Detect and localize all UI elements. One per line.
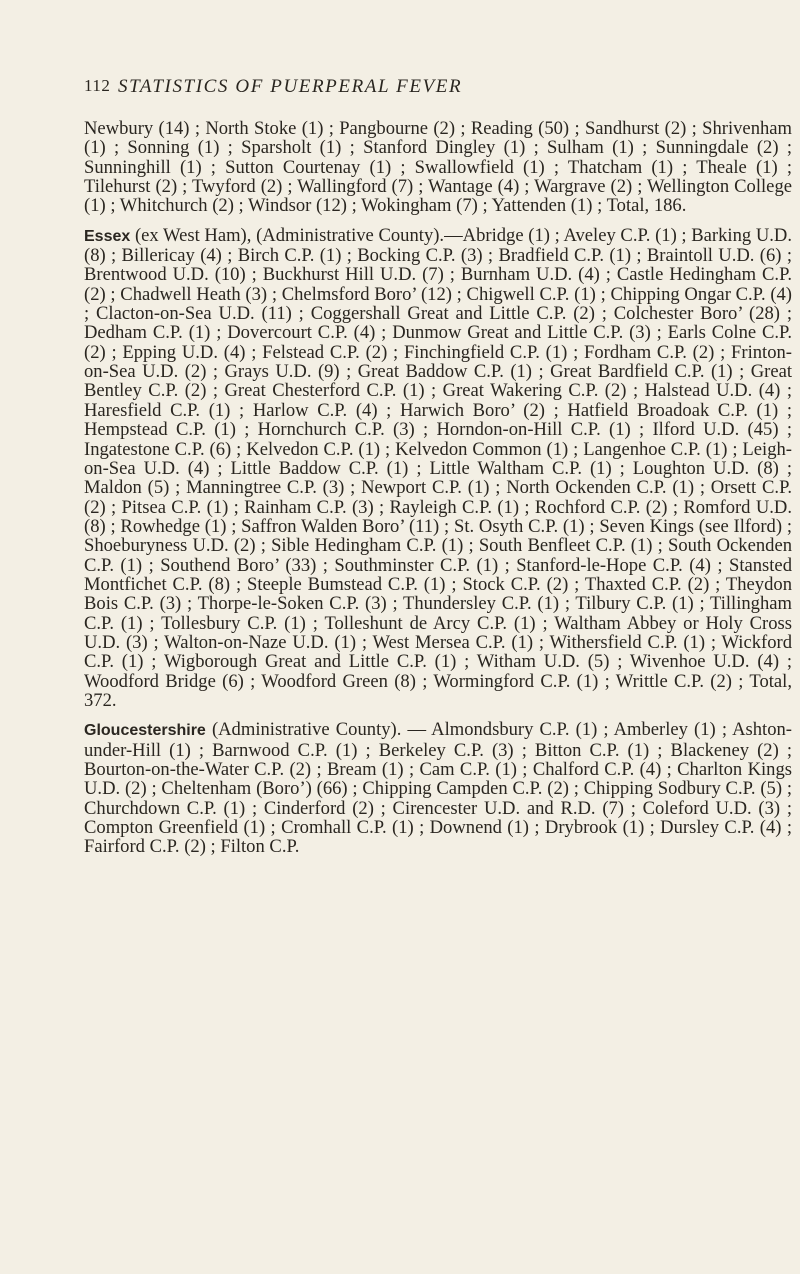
essex-paragraph (84, 226, 792, 711)
paragraph-text: (Administrative County). — Almondsbury C.P. (1) ; Amberley (1) ; Ashton-under-Hill (1) ; Barnwood C.P. (1) ; Berkeley C.P. (3) ; Bitton C.P. (1) ; Blackeney (2) ; Bourton-on-the-Water C.P. (2) ; Bream (1) ; Cam C.P. (1) ; Chalford C.P. (4) ; Charlton Kings U.D. (2) ; Cheltenham (Boro’) (66) ; Chipping Campden C.P. (2) ; Chipping Sodbury C.P. (5) ; Churchdown C.P. (1) ; Cinderford (2) ; Cirencester U.D. and R.D. (7) ; Coleford U.D. (3) ; Compton Greenfield (1) ; Cromhall C.P. (1) ; Downend (1) ; Drybrook (1) ; Dursley C.P. (4) ; Fairford C.P. (2) ; Filton C.P. (84, 719, 792, 858)
running-title: STATISTICS OF PUERPERAL FEVER (118, 76, 463, 97)
body-text (84, 119, 792, 867)
page-number: 112 (84, 76, 111, 95)
gloucestershire-paragraph (84, 720, 792, 856)
berkshire-continuation-paragraph (84, 119, 792, 216)
paragraph-text: Newbury (14) ; North Stoke (1) ; Pangbourne (2) ; Reading (50) ; Sandhurst (2) ; Shrivenham (1) ; Sonning (1) ; Sparsholt (1) ; Stanford Dingley (1) ; Sulham (1) ; Sunningdale (2) ; Sunninghill (1) ; Sutton Courtenay (1) ; Swallowfield (1) ; Thatcham (1) ; Theale (1) ; Tilehurst (2) ; Twyford (2) ; Wallingford (7) ; Wantage (4) ; Wargrave (2) ; Wellington College (1) ; Whitchurch (2) ; Windsor (12) ; Wokingham (7) ; Yattenden (1) ; Total, 186. (84, 118, 792, 217)
page-header (84, 76, 744, 100)
county-heading-gloucestershire: Gloucestershire (84, 722, 206, 740)
county-heading-essex: Essex (84, 227, 131, 245)
paragraph-text: (ex West Ham), (Administrative County).—Abridge (1) ; Aveley C.P. (1) ; Barking U.D. (8) ; Billericay (4) ; Birch C.P. (1) ; Bocking C.P. (3) ; Bradfield C.P. (1) ; Braintoll U.D. (6) ; Brentwood U.D. (10) ; Buckhurst Hill U.D. (7) ; Burnham U.D. (4) ; Castle Hedingham C.P. (2) ; Chadwell Heath (3) ; Chelmsford Boro’ (12) ; Chigwell C.P. (1) ; Chipping Ongar C.P. (4) ; Clacton-on-Sea U.D. (11) ; Coggershall Great and Little C.P. (2) ; Colchester Boro’ (28) ; Dedham C.P. (1) ; Dovercourt C.P. (4) ; Dunmow Great and Little C.P. (3) ; Earls Colne C.P. (2) ; Epping U.D. (4) ; Felstead C.P. (2) ; Finchingfield C.P. (1) ; Fordham C.P. (2) ; Frinton-on-Sea U.D. (2) ; Grays U.D. (9) ; Great Baddow C.P. (1) ; Great Bardfield C.P. (1) ; Great Bentley C.P. (2) ; Great Chesterford C.P. (1) ; Great Wakering C.P. (2) ; Halstead U.D. (4) ; Haresfield C.P. (1) ; Harlow C.P. (4) ; Harwich Boro’ (2) ; Hatfield Broadoak C.P. (1) ; Hempstead C.P. (1) ; Hornchurch C.P. (3) ; Horndon-on-Hill C.P. (1) ; Ilford U.D. (45) ; Ingatestone C.P. (6) ; Kelvedon C.P. (1) ; Kelvedon Common (1) ; Langenhoe C.P. (1) ; Leigh-on-Sea U.D. (4) ; Little Baddow C.P. (1) ; Little Waltham C.P. (1) ; Loughton U.D. (8) ; Maldon (5) ; Manningtree C.P. (3) ; Newport C.P. (1) ; North Ockenden C.P. (1) ; Orsett C.P. (2) ; Pitsea C.P. (1) ; Rainham C.P. (3) ; Rayleigh C.P. (1) ; Rochford C.P. (2) ; Romford U.D. (8) ; Rowhedge (1) ; Saffron Walden Boro’ (11) ; St. Osyth C.P. (1) ; Seven Kings (see Ilford) ; Shoeburyness U.D. (2) ; Sible Hedingham C.P. (1) ; South Benfleet C.P. (1) ; South Ockenden C.P. (1) ; Southend Boro’ (33) ; Southminster C.P. (1) ; Stanford-le-Hope C.P. (4) ; Stansted Montfichet C.P. (8) ; Steeple Bumstead C.P. (1) ; Stock C.P. (2) ; Thaxted C.P. (2) ; Theydon Bois C.P. (3) ; Thorpe-le-Soken C.P. (3) ; Thundersley C.P. (1) ; Tilbury C.P. (1) ; Tillingham C.P. (1) ; Tollesbury C.P. (1) ; Tolleshunt de Arcy C.P. (1) ; Waltham Abbey or Holy Cross U.D. (3) ; Walton-on-Naze U.D. (1) ; West Mersea C.P. (1) ; Withersfield C.P. (1) ; Wickford C.P. (1) ; Wigborough Great and Little C.P. (1) ; Witham U.D. (5) ; Wivenhoe U.D. (4) ; Woodford Bridge (6) ; Woodford Green (8) ; Wormingford C.P. (1) ; Writtle C.P. (2) ; Total, 372. (84, 224, 792, 711)
